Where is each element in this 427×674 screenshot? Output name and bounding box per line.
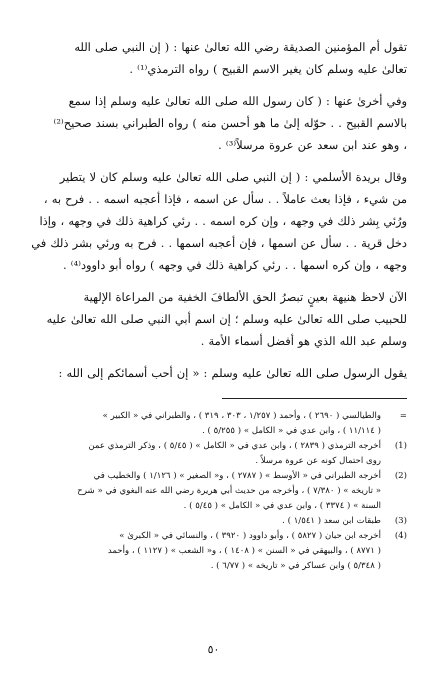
footnote-number: (4) [394, 531, 407, 541]
text-line: تقول أم المؤمنين الصديقة رضي الله تعالىٰ عنها : ( إن النبي صلى الله [74, 40, 407, 54]
paragraph-aisha [20, 36, 407, 80]
footnote-divider [222, 398, 407, 399]
text-line: يقول الرسول صلى الله تعالىٰ عليه وسلم : « إن أحب أسمائكم إلى الله : [58, 366, 407, 380]
paragraph-another-narration [20, 90, 407, 156]
footnote-1 [20, 439, 407, 469]
footnote-line: أخرجه الطبراني في « الأوسط » ( ٢٧٨٧ ) ، و« الصغير » ( ١/١٢٦ ) والخطيب في [93, 471, 381, 481]
paragraph-hadith-names [20, 362, 407, 384]
footnote-line: أخرجه ابن حبان ( ٥٨٢٧ ) ، وأبو داوود ( ٣٩٢٠ ) ، والنسائي في « الكبرىٰ » [119, 531, 381, 541]
footnote-2 [20, 469, 407, 514]
footnotes [20, 409, 407, 574]
text-line: وسلم عبد الله الذي هو أفضل أسماء الأمة . [200, 334, 407, 348]
text-line: تعالىٰ عليه وسلم كان يغير الاسم القبيح ) رواه الترمذي⁽¹⁾ . [129, 62, 407, 76]
text-line: الآن لاحظ هنيهة بعينٍ تبصرُ الحق الألطافَ الخفية من المراعاة الإلهية [83, 290, 407, 304]
footnote-text [20, 514, 381, 529]
text-line: ورُئي بِشر ذلك في وجهه ، وإن كره اسمه . . رئي كراهية ذلك في وجهه ، وإذا [39, 214, 407, 228]
footnote-line: السنة » ( ٣٣٧٤ ) ، وابن عدي في « الكامل » ( ٥/٤٥ ) . [183, 501, 381, 511]
footnote-number: (3) [394, 516, 407, 526]
text-line: للحبيب صلى الله تعالىٰ عليه وسلم ؛ إن اسم أبي النبي صلى الله تعالىٰ عليه [46, 312, 407, 326]
text-line: وجهه ، وإن كره اسمها . . رئي كراهية ذلك في وجهه ) رواه أبو داوود⁽⁴⁾ . [63, 258, 407, 272]
footnote-number: = [399, 411, 407, 421]
footnote-text [20, 469, 381, 514]
footnote-line: ( ١١/١١٤ ) ، وابن عدي في « الكامل » ( ٥/٢٥٥ ) . [202, 426, 381, 436]
footnote-4 [20, 529, 407, 574]
footnote-number: (2) [394, 471, 407, 481]
page-number: ٥٠ [207, 643, 220, 656]
footnote-continuation [20, 409, 407, 439]
footnote-line: ( ٨٧٧١ ) ، والبيهقي في « السنن » ( ١٤٠٨ ) ، و« الشعب » ( ١١٢٧ ) ، وأحمد [107, 546, 381, 556]
text-line: وقال بريدة الأسلمي : ( إن النبي صلى الله تعالىٰ عليه وسلم كان لا يتطير [59, 170, 407, 184]
paragraph-observation [20, 286, 407, 352]
footnote-text [20, 439, 381, 469]
footnote-text [20, 409, 381, 439]
footnote-line: ( ٥/٣٤٨ ) وابن عساكر في « تاريخه » ( ٦/٧٧ ) . [210, 561, 381, 571]
footnote-line: « تاريخه » ( ٧/٣٨٠ ) ، وأخرجه من حديث أبي هريرة رضي الله عنه البغوي في « شرح [77, 486, 381, 496]
text-line: دخل قرية . . سأل عن اسمها ، فإن أعجبه اسمها . . فرح به ورئي بشر ذلك في [31, 236, 407, 250]
text-line: بالاسم القبيح . . حوّله إلىٰ ما هو أحسن منه ) رواه الطبراني بسند صحيح⁽²⁾ [53, 116, 407, 130]
footnote-3 [20, 514, 407, 529]
text-line: وفي أخرىٰ عنها : ( كان رسول الله صلى الله تعالىٰ عليه وسلم إذا سمع [68, 94, 407, 108]
text-line: من شيء ، فإذا بعث عاملاً . . سأل عن اسمه ، فإذا أعجبه اسمه . . فرح به ، [43, 192, 407, 206]
footnote-line: طبقات ابن سعد ( ١/٥٤١ ) . [282, 516, 381, 526]
footnote-line: روى احتمال كونه عن عروة مرسلاً . [255, 456, 381, 466]
footnote-number: (1) [394, 441, 407, 451]
footnote-line: أخرجه الترمذي ( ٢٨٣٩ ) ، وابن عدي في « الكامل » ( ٥/٤٥ ) ، وذكر الترمذي عمن [88, 441, 381, 451]
paragraph-buraydah [20, 166, 407, 276]
text-line: ، وهو عند ابن سعد عن عروة مرسلاً⁽³⁾ . [218, 138, 407, 152]
footnote-line: والطيالسي ( ٢٦٩٠ ) ، وأحمد ( ١/٢٥٧ ، ٣٠٣ ، ٣١٩ ) ، والطبراني في « الكبير » [102, 411, 381, 421]
footnote-text [20, 529, 381, 574]
